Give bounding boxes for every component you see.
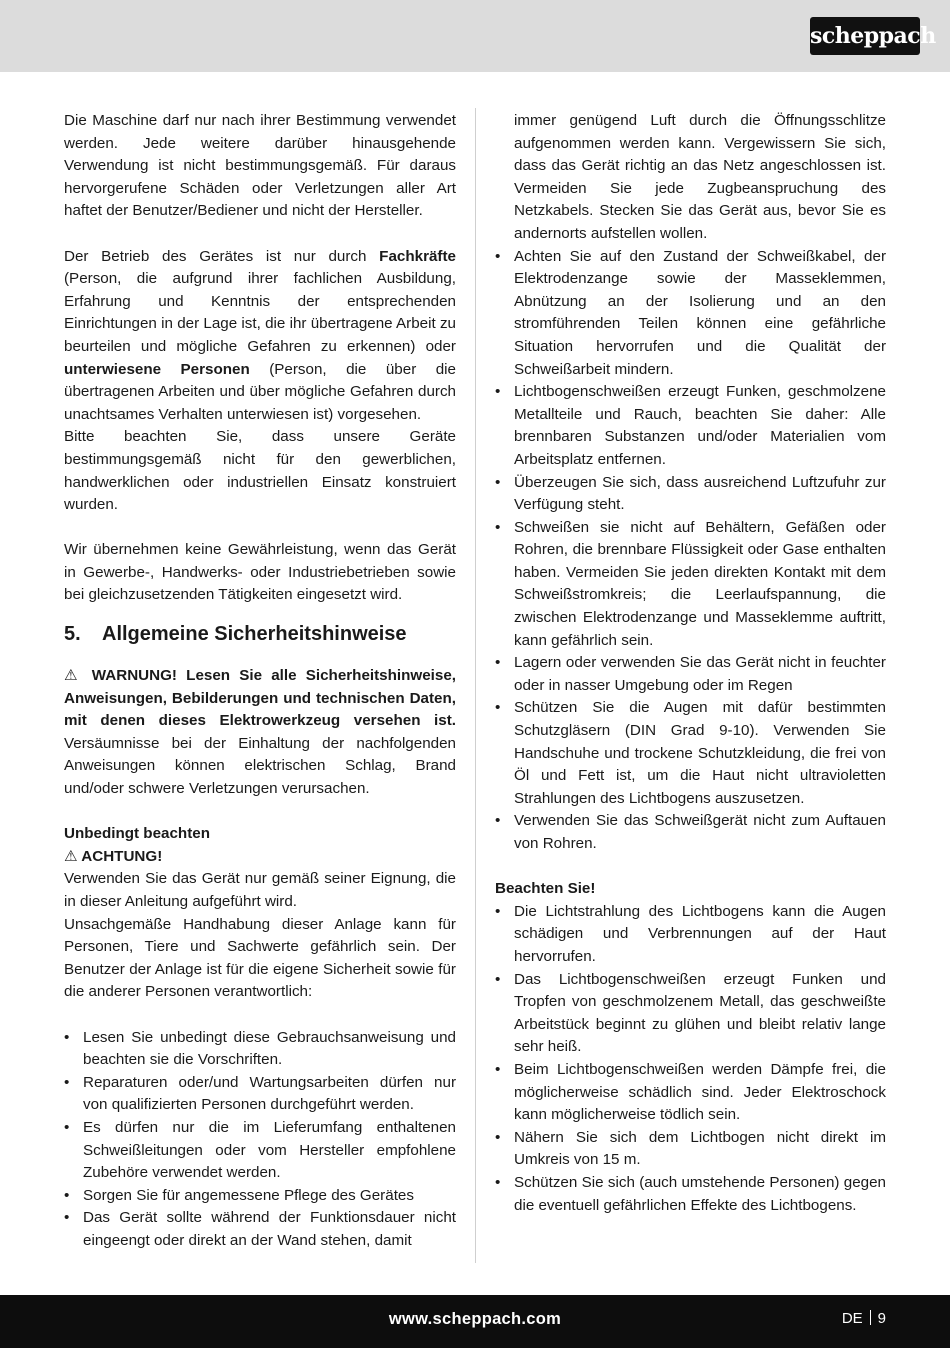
list-item: • Schweißen sie nicht auf Behältern, Gefäßen oder Rohren, die brennbare Flüssigkeit oder Gase enthalten haben. Vermeiden Sie jeden direkten Kontakt mit dem Schweißstromkreis; die Leerlaufspannung, die zwischen Elektrodenzange und Masseklemme auftritt, kann gefährlich sein. — [495, 517, 886, 653]
page-number: 9 — [877, 1310, 886, 1327]
list-item: • Schützen Sie sich (auch umstehende Personen) gegen die eventuell gefährlichen Effekte des Lichtbogens. — [495, 1172, 886, 1217]
warning-triangle-icon: ⚠ — [64, 847, 78, 865]
list-item: • Das Gerät sollte während der Funktionsdauer nicht eingeengt oder direkt an der Wand stehen, damit — [64, 1207, 456, 1252]
list-item: • Schützen Sie die Augen mit dafür bestimmten Schutzgläsern (DIN Grad 9-10). Verwenden Sie Handschuhe und trockene Schutzkleidung, die frei von Öl und Fett ist, um die Haut nicht ultravioletten Strahlungen des Lichtbogens auszusetzen. — [495, 697, 886, 810]
website-url: www.scheppach.com — [388, 1310, 562, 1328]
page-header — [0, 0, 950, 72]
list-item: • Das Lichtbogenschweißen erzeugt Funken und Tropfen von geschmolzenem Metall, das geschweißte Arbeitstück beginnt zu glühen und bleibt relativ lange sehr heiß. — [495, 969, 886, 1059]
warning-paragraph: ⚠ WARNUNG! Lesen Sie alle Sicherheitshinweise, Anweisungen, Bebilderungen und technischen Daten, mit denen dieses Elektrowerkzeug versehen ist. Versäumnisse bei der Einhaltung der nachfolgenden Anweisungen können elektrischen Schlag, Brand und/oder schwere Verletzungen verursachen. — [64, 667, 456, 798]
left-column — [64, 110, 456, 1253]
intended-use-paragraph: Die Maschine darf nur nach ihrer Bestimmung verwendet werden. Jede weitere darüber hinausgehende Verwendung ist nicht bestimmungsgemäß. Für daraus hervorgerufene Schäden oder Verletzungen aller Art haftet der Benutzer/Bediener und nicht der Hersteller. — [64, 112, 456, 220]
brand-logo: scheppach — [810, 17, 920, 55]
suitability-paragraph: Verwenden Sie das Gerät nur gemäß seiner Eignung, die in dieser Anleitung aufgeführt wird. — [64, 870, 456, 910]
list-item: • Sorgen Sie für angemessene Pflege des Gerätes — [64, 1185, 456, 1208]
arc-welding-list — [495, 901, 886, 1217]
list-item: • Lesen Sie unbedingt diese Gebrauchsanweisung und beachten sie die Vorschriften. — [64, 1027, 456, 1072]
warranty-paragraph: Wir übernehmen keine Gewährleistung, wenn das Gerät in Gewerbe-, Handwerks- oder Industriebetrieben sowie bei gleichzusetzenden Tätigkeiten eingesetzt wird. — [64, 541, 456, 604]
list-item: • Überzeugen Sie sich, dass ausreichend Luftzufuhr zur Verfügung steht. — [495, 472, 886, 517]
list-item: • Nähern Sie sich dem Lichtbogen nicht direkt im Umkreis von 15 m. — [495, 1127, 886, 1172]
page-footer — [0, 1295, 950, 1348]
handling-paragraph: Unsachgemäße Handhabung dieser Anlage kann für Personen, Tiere und Sachwerte gefährlich sein. Der Benutzer der Anlage ist für die eigene Sicherheit sowie für die anderer Personen verantwortlich: — [64, 915, 456, 1001]
list-item: • Es dürfen nur die im Lieferumfang enthaltenen Schweißleitungen oder vom Hersteller empfohlene Zubehöre verwendet werden. — [64, 1117, 456, 1185]
subheading-unbedingt: Unbedingt beachten — [64, 825, 210, 843]
subheading-beachten: Beachten Sie! — [495, 880, 596, 898]
achtung-label: ⚠ ACHTUNG! — [64, 847, 163, 865]
safety-list-left — [64, 1027, 456, 1253]
column-divider — [475, 108, 476, 1263]
list-item: • Lichtbogenschweißen erzeugt Funken, geschmolzene Metallteile und Rauch, beachten Sie daher: Alle brennbaren Substanzen und/oder Materialien vom Arbeitsplatz entfernen. — [495, 381, 886, 471]
commercial-use-paragraph: Bitte beachten Sie, dass unsere Geräte bestimmungsgemäß nicht für den gewerblichen, handwerklichen oder industriellen Einsatz konstruiert wurden. — [64, 428, 456, 514]
operator-paragraph: Der Betrieb des Gerätes ist nur durch Fachkräfte (Person, die aufgrund ihrer fachlichen Ausbildung, Erfahrung und Kenntnis der entsprechenden Einrichtungen in der Lage ist, die ihr übertragene Arbeit zu beurteilen und mögliche Gefahren zu erkennen) oder unterwiesene Personen (Person, die über die übertragenen Arbeiten und über mögliche Gefahren durch unachtsames Verhalten unterwiesen ist) vorgesehen. — [64, 247, 456, 423]
list-item: • Beim Lichtbogenschweißen werden Dämpfe frei, die möglicherweise schädlich sind. Jeder Elektroschock kann möglicherweise tödlich sein. — [495, 1059, 886, 1127]
language-code: DE — [841, 1310, 863, 1327]
safety-list-right — [495, 110, 886, 856]
right-column — [495, 110, 886, 1217]
list-item: • Lagern oder verwenden Sie das Gerät nicht in feuchter oder in nasser Umgebung oder im Regen — [495, 652, 886, 697]
list-item: • Die Lichtstrahlung des Lichtbogens kann die Augen schädigen und Verbrennungen auf der Haut hervorrufen. — [495, 901, 886, 969]
list-item: • Reparaturen oder/und Wartungsarbeiten dürfen nur von qualifizierten Personen durchgeführt werden. — [64, 1072, 456, 1117]
list-item: • Achten Sie auf den Zustand der Schweißkabel, der Elektrodenzange sowie der Masseklemmen, Abnützung an der Isolierung und an den stromführenden Teilen können eine gefährliche Situation hervorrufen und die Qualität der Schweißarbeit mindern. — [495, 246, 886, 382]
page-indicator — [842, 1295, 886, 1343]
section-heading: 5. Allgemeine Sicherheitshinweise — [64, 623, 407, 646]
list-item-continuation: immer genügend Luft durch die Öffnungsschlitze aufgenommen werden kann. Vergewissern Sie sich, dass das Gerät richtig an das Netz angeschlossen ist. Vermeiden Sie jede Zugbeanspruchung des Netzkabels. Stecken Sie das Gerät aus, bevor Sie es andernorts aufstellen wollen. — [514, 112, 886, 242]
warning-triangle-icon: ⚠ — [64, 667, 83, 685]
list-item: • Verwenden Sie das Schweißgerät nicht zum Auftauen von Rohren. — [495, 810, 886, 855]
